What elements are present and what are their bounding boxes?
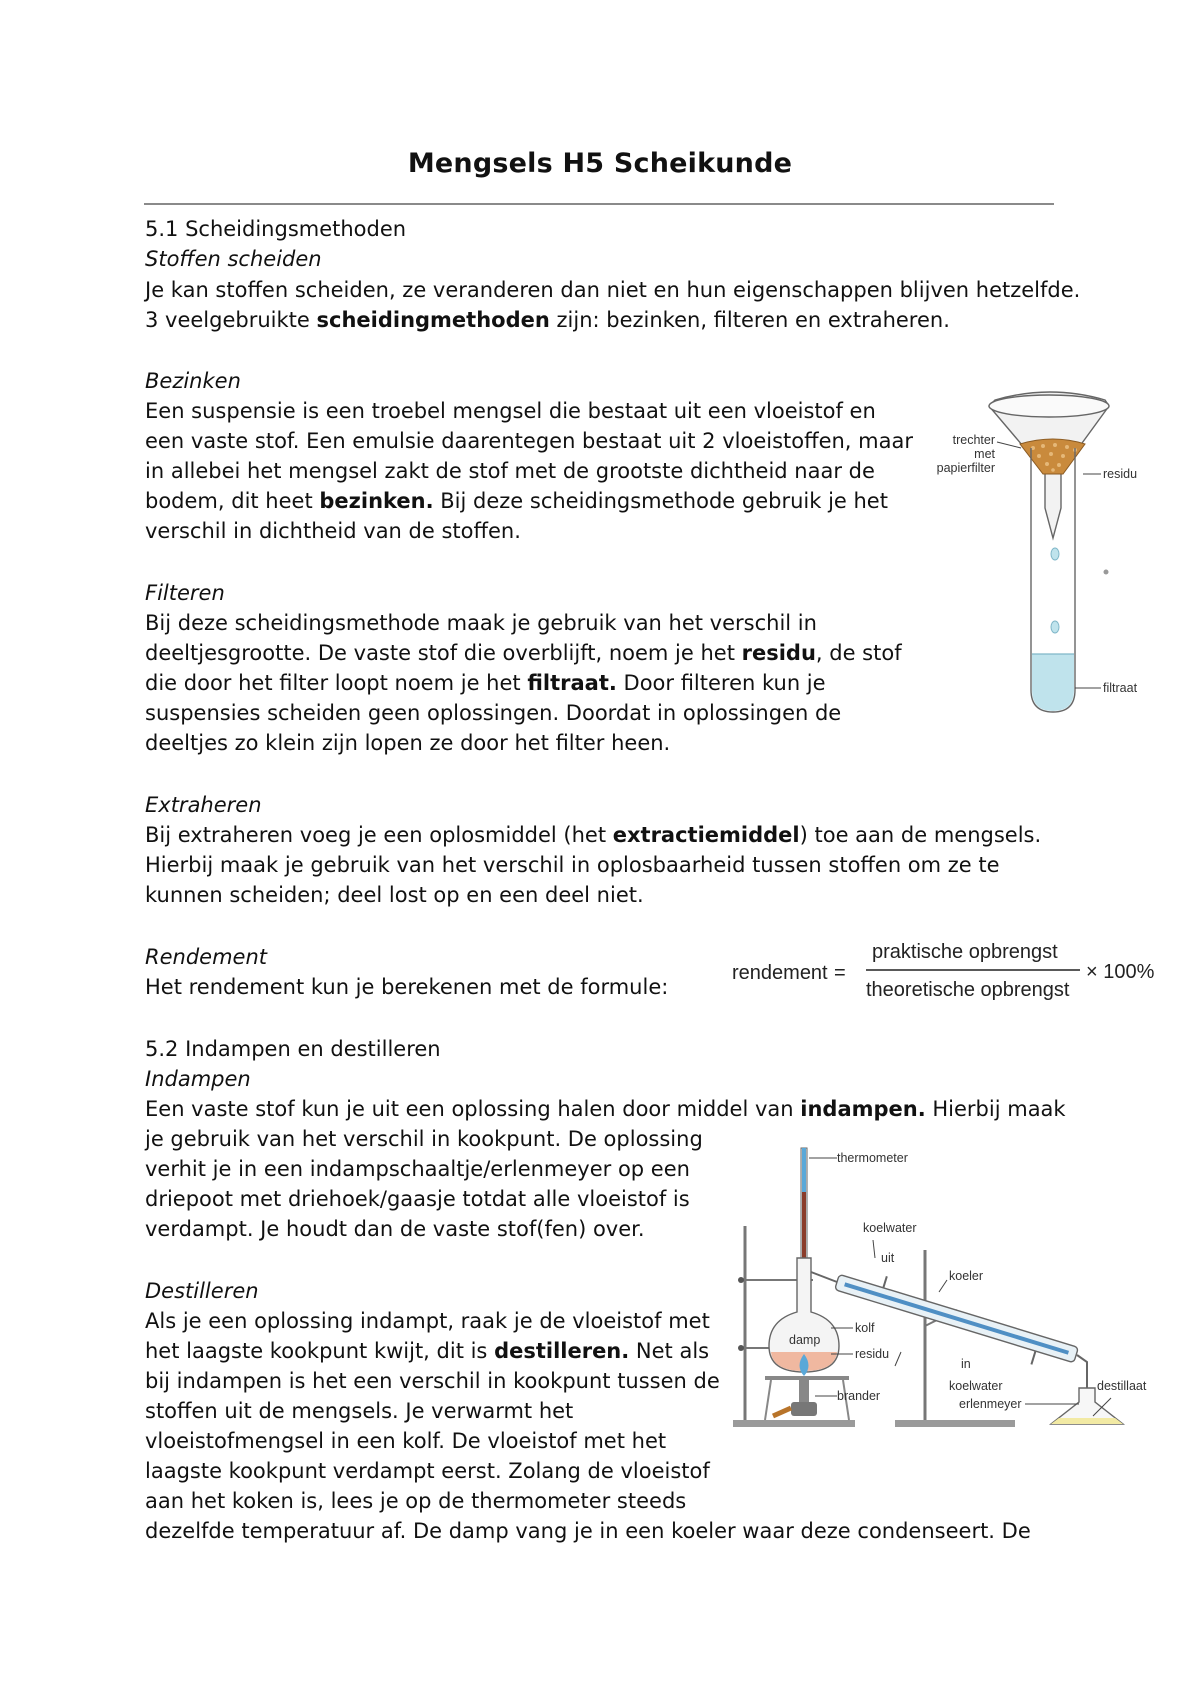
formula-equals: = bbox=[834, 962, 846, 984]
paragraph-line: die door het filter loopt noem je het filtraat. Door filteren kun je bbox=[145, 671, 826, 695]
paragraph-line: 3 veelgebruikte scheidingmethoden zijn: bezinken, filteren en extraheren. bbox=[145, 308, 950, 332]
label-uit: uit bbox=[881, 1251, 895, 1265]
term-indampen: indampen. bbox=[800, 1097, 926, 1121]
paragraph-line: Een suspensie is een troebel mengsel die bestaat uit een vloeistof en bbox=[145, 399, 876, 423]
paragraph-line: vloeistofmengsel in een kolf. De vloeistof met het bbox=[145, 1429, 667, 1453]
paragraph-line: suspensies scheiden geen oplossingen. Doordat in oplossingen de bbox=[145, 701, 842, 725]
paragraph-line: bodem, dit heet bezinken. Bij deze scheidingsmethode gebruik je het bbox=[145, 489, 888, 513]
label-met: met bbox=[974, 447, 995, 461]
page-title: Mengsels H5 Scheikunde bbox=[407, 148, 793, 179]
label-in: in bbox=[961, 1357, 971, 1371]
label-thermometer: thermometer bbox=[837, 1151, 908, 1165]
destillaat-liquid bbox=[1051, 1418, 1123, 1424]
label-residu: residu bbox=[855, 1347, 890, 1361]
brander bbox=[799, 1378, 809, 1402]
paragraph-line: dezelfde temperatuur af. De damp vang je in een koeler waar deze condenseert. De bbox=[145, 1519, 1031, 1543]
paragraph-line: je gebruik van het verschil in kookpunt. De oplossing bbox=[145, 1127, 703, 1151]
funnel-rim bbox=[989, 395, 1109, 417]
term-extractiemiddel: extractiemiddel bbox=[612, 823, 800, 847]
paragraph-line: laagste kookpunt verdampt eerst. Zolang de vloeistof bbox=[145, 1459, 710, 1483]
term-scheidingmethoden: scheidingmethoden bbox=[316, 308, 550, 332]
label-erlenmeyer: erlenmeyer bbox=[959, 1397, 1022, 1411]
rendement-formula bbox=[724, 934, 1164, 1008]
label-destillaat: destillaat bbox=[1097, 1379, 1147, 1393]
label-papierfilter: papierfilter bbox=[936, 461, 995, 475]
subheading-destilleren: Destilleren bbox=[145, 1279, 259, 1303]
subheading-indampen: Indampen bbox=[145, 1067, 251, 1091]
paragraph-line: Bij deze scheidingsmethode maak je gebruik van het verschil in bbox=[145, 611, 817, 635]
paragraph-line: Het rendement kun je berekenen met de formule: bbox=[145, 975, 669, 999]
title-divider bbox=[144, 203, 1054, 205]
label-kolf: kolf bbox=[855, 1321, 875, 1335]
subheading-filteren: Filteren bbox=[145, 581, 225, 605]
paragraph-line: verdampt. Je houdt dan de vaste stof(fen) over. bbox=[145, 1217, 645, 1241]
paragraph-line: deeltjesgrootte. De vaste stof die overblijft, noem je het residu, de stof bbox=[145, 641, 902, 665]
paragraph-line: driepoot met driehoek/gaasje totdat alle vloeistof is bbox=[145, 1187, 690, 1211]
paragraph-line: verhit je in een indampschaaltje/erlenmeyer op een bbox=[145, 1157, 690, 1181]
section-heading-5-2: 5.2 Indampen en destilleren bbox=[145, 1037, 441, 1061]
stand-base-left bbox=[733, 1420, 855, 1427]
paragraph-line: Je kan stoffen scheiden, ze veranderen dan niet en hun eigenschappen blijven hetzelfde. bbox=[145, 278, 1081, 302]
paragraph-line: deeltjes zo klein zijn lopen ze door het filter heen. bbox=[145, 731, 671, 755]
label-damp: damp bbox=[789, 1333, 821, 1347]
paragraph-line: een vaste stof. Een emulsie daarentegen bestaat uit 2 vloeistoffen, maar bbox=[145, 429, 913, 453]
filtrate-liquid bbox=[1032, 654, 1074, 711]
paragraph-line: Een vaste stof kun je uit een oplossing halen door middel van indampen. Hierbij maak bbox=[145, 1097, 1066, 1121]
term-bezinken: bezinken. bbox=[319, 489, 434, 513]
paragraph-line: Bij extraheren voeg je een oplosmiddel (het extractiemiddel) toe aan de mengsels. bbox=[145, 823, 1042, 847]
formula-lhs: rendement bbox=[732, 962, 828, 984]
paragraph-line: stoffen uit de mengsels. Je verwarmt het bbox=[145, 1399, 574, 1423]
paragraph-line: verschil in dichtheid van de stoffen. bbox=[145, 519, 521, 543]
paragraph-line: kunnen scheiden; deel lost op en een deel niet. bbox=[145, 883, 644, 907]
paragraph-line: bij indampen is het een verschil in kookpunt tussen de bbox=[145, 1369, 720, 1393]
section-heading-5-1: 5.1 Scheidingsmethoden bbox=[145, 217, 407, 241]
paragraph-line: Hierbij maak je gebruik van het verschil in oplosbaarheid tussen stoffen om ze te bbox=[145, 853, 1000, 877]
formula-denominator: theoretische opbrengst bbox=[866, 979, 1070, 1001]
label-residu: residu bbox=[1103, 467, 1138, 481]
term-destilleren: destilleren. bbox=[494, 1339, 630, 1363]
paragraph-line: Als je een oplossing indampt, raak je de vloeistof met bbox=[145, 1309, 710, 1333]
label-brander: brander bbox=[837, 1389, 881, 1403]
subheading-stoffen-scheiden: Stoffen scheiden bbox=[145, 247, 322, 271]
label-koelwater-uit: koelwater bbox=[863, 1221, 917, 1235]
filtration-diagram bbox=[925, 390, 1145, 720]
term-filtraat: filtraat. bbox=[527, 671, 617, 695]
label-koelwater-in: koelwater bbox=[949, 1379, 1003, 1393]
paragraph-line: aan het koken is, lees je op de thermometer steeds bbox=[145, 1489, 687, 1513]
formula-multiplier: × 100% bbox=[1086, 961, 1155, 983]
paragraph-line: in allebei het mengsel zakt de stof met de grootste dichtheid naar de bbox=[145, 459, 875, 483]
drop bbox=[1051, 621, 1059, 633]
label-koeler: koeler bbox=[949, 1269, 984, 1283]
stand-base-middle bbox=[895, 1420, 1015, 1427]
formula-numerator: praktische opbrengst bbox=[872, 941, 1058, 963]
term-residu: residu bbox=[741, 641, 816, 665]
subheading-bezinken: Bezinken bbox=[145, 369, 241, 393]
subheading-rendement: Rendement bbox=[145, 945, 267, 969]
label-filtraat: filtraat bbox=[1103, 681, 1138, 695]
distillation-diagram bbox=[725, 1140, 1190, 1430]
drop bbox=[1051, 548, 1059, 560]
label-trechter: trechter bbox=[952, 433, 995, 447]
subheading-extraheren: Extraheren bbox=[145, 793, 262, 817]
paragraph-line: het laagste kookpunt kwijt, dit is destilleren. Net als bbox=[145, 1339, 710, 1363]
